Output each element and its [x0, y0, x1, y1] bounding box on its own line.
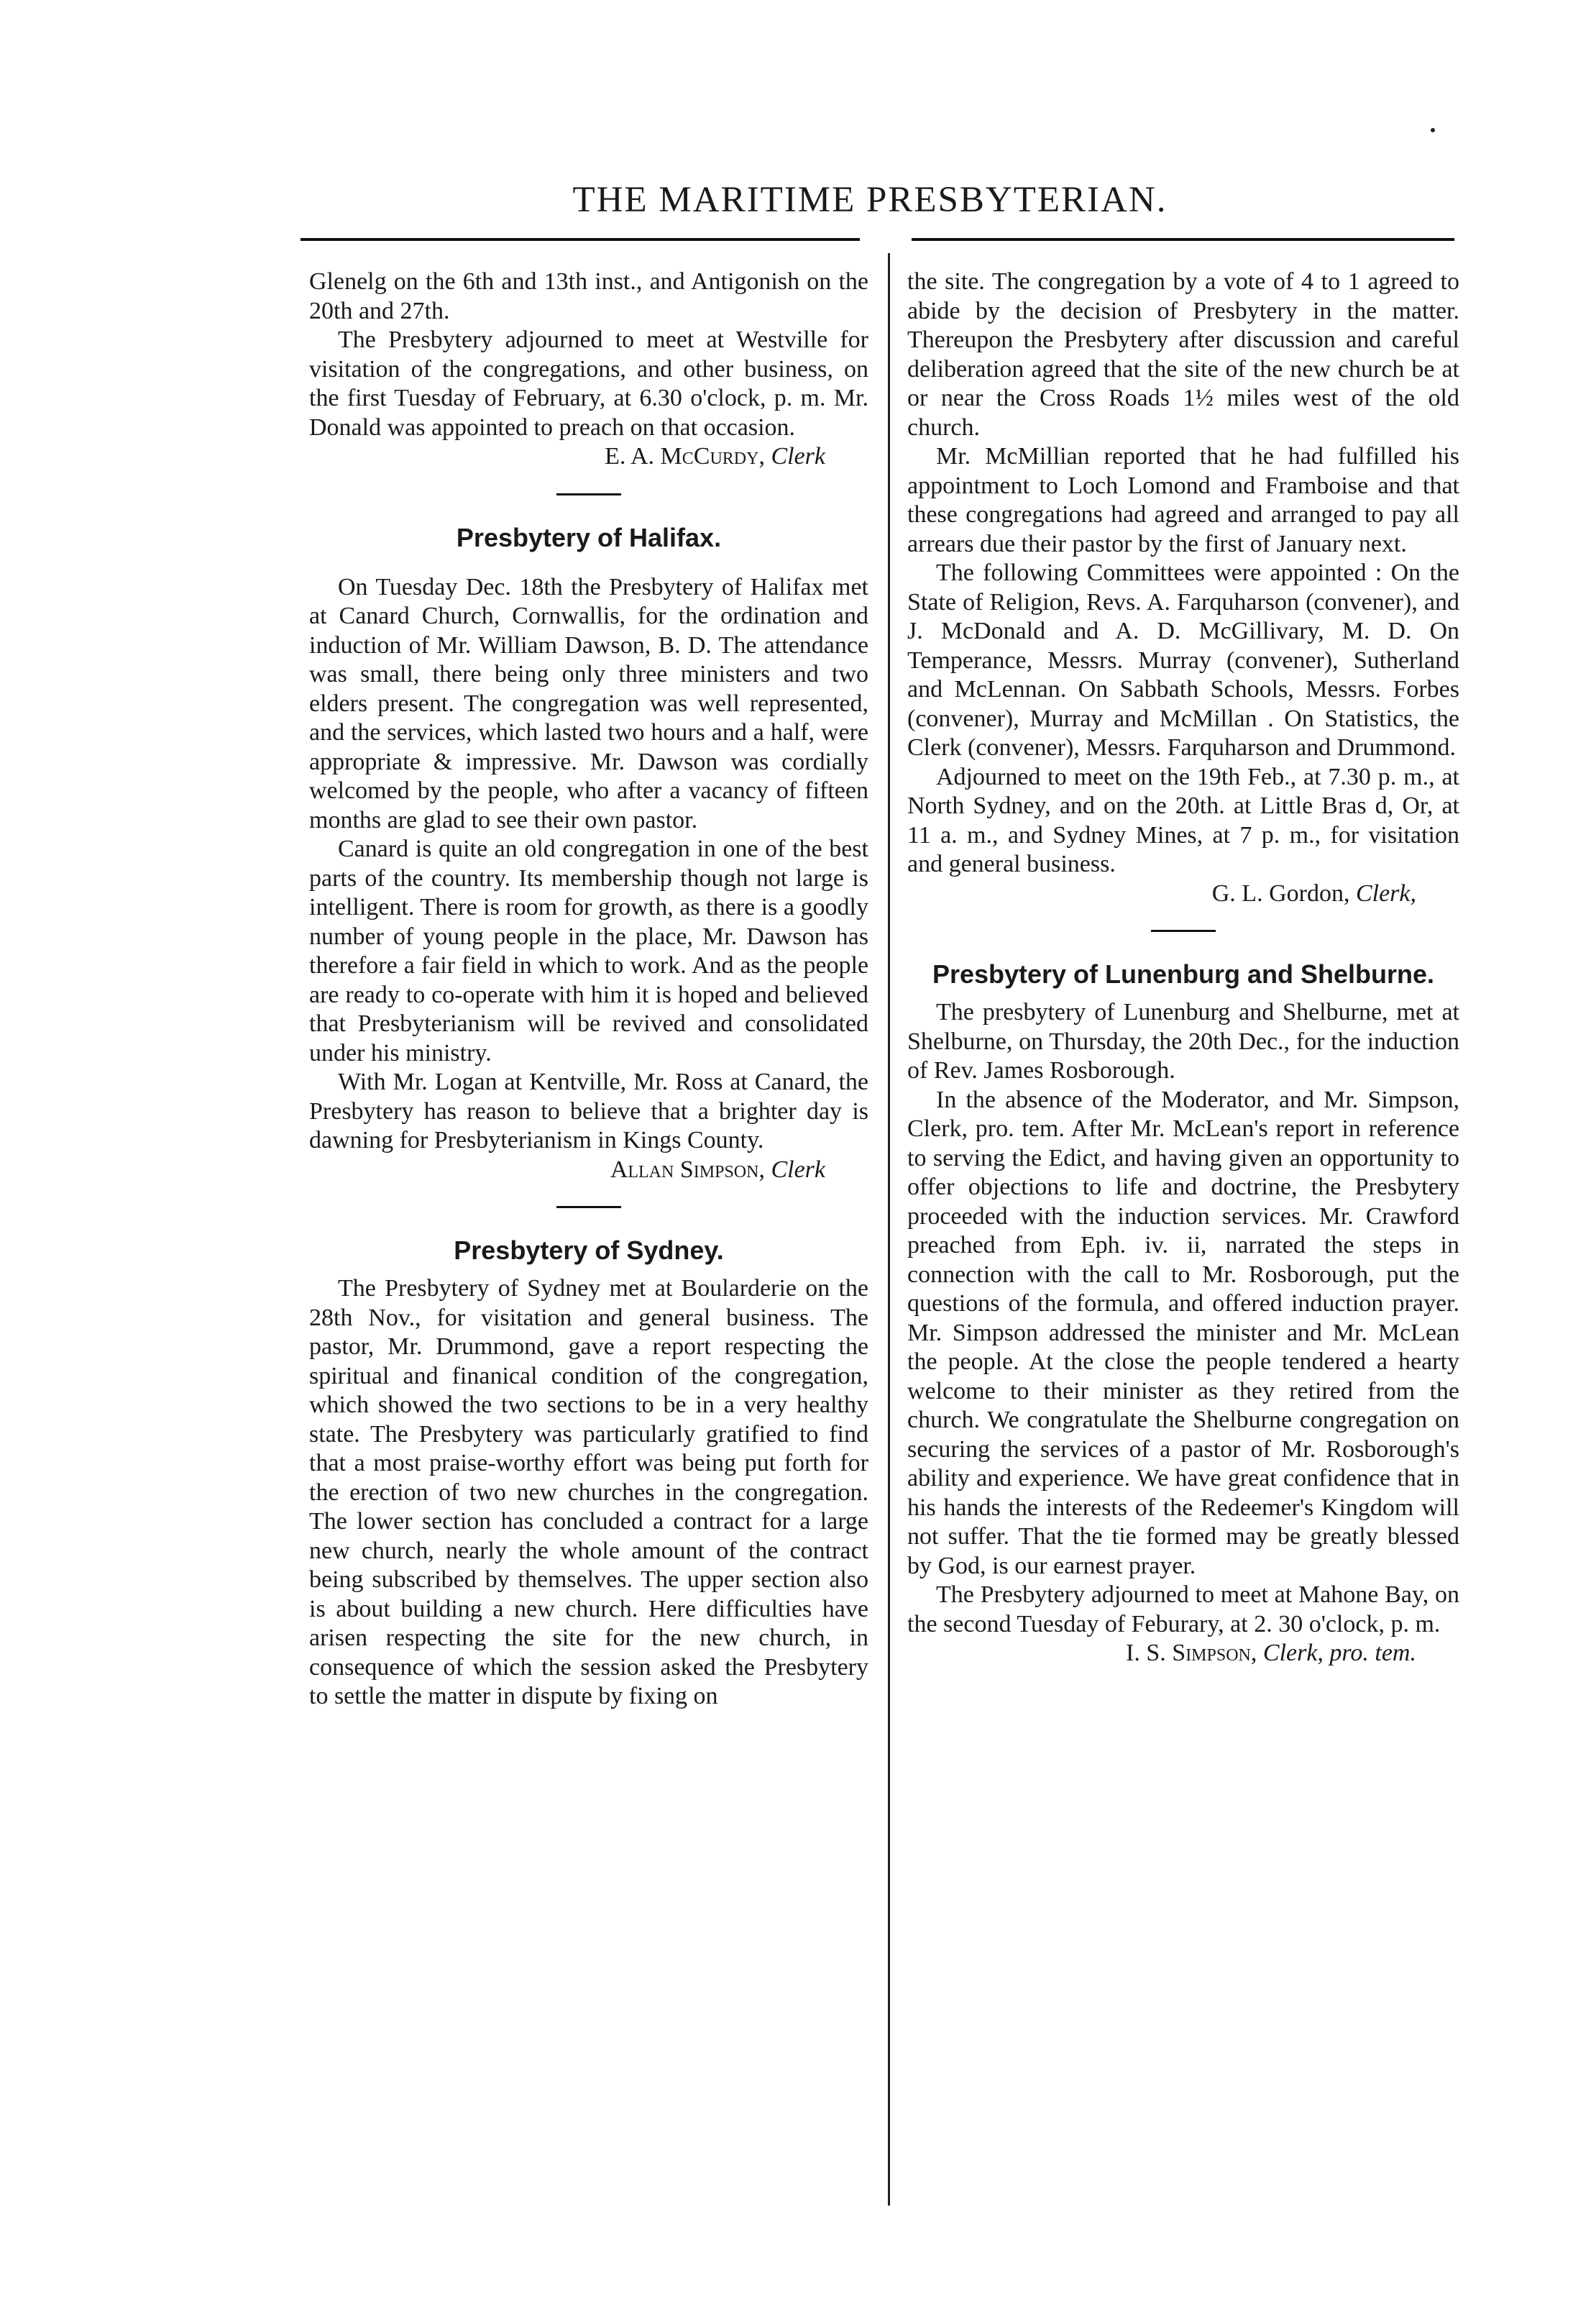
- signature-name: E. A. McCurdy,: [605, 443, 765, 470]
- page-title: THE MARITIME PRESBYTERIAN.: [572, 180, 1168, 220]
- paragraph: The Presbytery adjourned to meet at Mahone Bay, on the second Tuesday of Feburary, at 2. 30 o'clock, p. m.: [907, 1581, 1459, 1637]
- right-column: [907, 268, 1459, 2209]
- paragraph: The Presbytery of Sydney met at Boularderie on the 28th Nov., for visitation and general business. The pastor, Mr. Drummond, gave a report respecting the spiritual and finanical condition of the congregation, which showed the two sections to be in a very healthy state. The Presbytery was particularly gratified to find that a most praise-worthy effort was being put forth for the erection of two new churches in the congregation. The lower section has concluded a contract for a large new church, nearly the whole amount of the contract being subscribed by themselves. The upper section also is about building a new church. Here difficulties have arisen respecting the site for the new church, in consequence of which the session asked the Presbytery to settle the matter in dispute by fixing on: [309, 1275, 868, 1709]
- paragraph: the site. The congregation by a vote of 4 to 1 agreed to abide by the decision of Presbytery in the matter. Thereupon the Presbytery after discussion and careful deliberation agreed that the site of the new church be at or near the Cross Roads 1½ miles west of the old church.: [907, 268, 1459, 441]
- section-heading-sydney: Presbytery of Sydney.: [454, 1235, 724, 1265]
- signature-name: G. L. Gordon,: [1211, 879, 1350, 907]
- signature: [907, 879, 1459, 909]
- left-column: [309, 268, 868, 2209]
- signature-role: Clerk,: [1355, 879, 1416, 907]
- signature-role: Clerk: [771, 1156, 825, 1183]
- signature: [907, 1639, 1459, 1668]
- paragraph: Adjourned to meet on the 19th Feb., at 7.30 p. m., at North Sydney, and on the 20th. at Little Bras d, Or, at 11 a. m., and Sydney Mines, at 7 p. m., for visitation and general business.: [907, 763, 1459, 877]
- section-divider: [1151, 930, 1216, 932]
- paragraph: Glenelg on the 6th and 13th inst., and Antigonish on the 20th and 27th.: [309, 268, 868, 324]
- paragraph: Canard is quite an old congregation in one of the best parts of the country. Its membership though not large is intelligent. There is room for growth, as there is a goodly number of young people in the place, Mr. Dawson has therefore a fair field in which to work. And as the people are ready to co-operate with him it is hoped and believed that Presbyterianism will be revived and consolidated under his ministry.: [309, 836, 868, 1066]
- section-divider: [556, 1206, 621, 1208]
- paragraph: Mr. McMillian reported that he had fulfilled his appointment to Loch Lomond and Framboise and that these congregations had agreed and arranged to pay all arrears due their pastor by the first of January next.: [907, 443, 1459, 557]
- section-heading-lunenburg: Presbytery of Lunenburg and Shelburne.: [932, 959, 1435, 989]
- signature: [309, 1156, 868, 1185]
- paragraph: With Mr. Logan at Kentville, Mr. Ross at Canard, the Presbytery has reason to believe that a brighter day is dawning for Presbyterianism in Kings County.: [309, 1069, 868, 1153]
- header-rule-left: [301, 238, 860, 241]
- signature-name: Allan Simpson,: [610, 1156, 765, 1183]
- column-divider: [888, 253, 890, 2206]
- signature-role: Clerk: [771, 443, 825, 470]
- print-speck: [1431, 128, 1435, 132]
- section-heading-halifax: Presbytery of Halifax.: [456, 522, 722, 552]
- signature: [309, 442, 868, 472]
- header-rule-right: [912, 238, 1454, 241]
- paragraph: The presbytery of Lunenburg and Shelburne, met at Shelburne, on Thursday, the 20th Dec., for the induction of Rev. James Rosborough.: [907, 999, 1459, 1084]
- signature-name: I. S. Simpson,: [1126, 1640, 1257, 1666]
- paragraph: In the absence of the Moderator, and Mr. Simpson, Clerk, pro. tem. After Mr. McLean's report in reference to serving the Edict, and having given an opportunity to offer objections to life and doctrine, the Presbytery proceeded with the induction services. Mr. Crawford preached from Eph. iv. ii, narrated the steps in connection with the call to Mr. Rosborough, put the questions of the formula, and offered induction prayer. Mr. Simpson addressed the minister and Mr. McLean the people. At the close the people tendered a hearty welcome to their minister as they retired from the church. We congratulate the Shelburne congregation on securing the services of a pastor of Mr. Rosborough's ability and experience. We have great confidence that in his hands the interests of the Redeemer's Kingdom will not suffer. That the tie formed may be greatly blessed by God, is our earnest prayer.: [907, 1086, 1459, 1579]
- paragraph: The Presbytery adjourned to meet at Westville for visitation of the congregations, and other business, on the first Tuesday of February, at 6.30 o'clock, p. m. Mr. Donald was appointed to preach on that occasion.: [309, 326, 868, 441]
- paragraph: On Tuesday Dec. 18th the Presbytery of Halifax met at Canard Church, Cornwallis, for the ordination and induction of Mr. William Dawson, B. D. The attendance was small, there being only three ministers and two elders present. The congregation was well represented, and the services, which lasted two hours and a half, were appropriate & impressive. Mr. Dawson was cordially welcomed by the people, who after a vacancy of fifteen months are glad to see their own pastor.: [309, 573, 868, 833]
- paragraph: The following Committees were appointed : On the State of Religion, Revs. A. Farquharson (convener), and J. McDonald and A. D. McGillivary, M. D. On Temperance, Messrs. Murray (convener), Sutherland and McLennan. On Sabbath Schools, Messrs. Forbes (convener), Murray and McMillan . On Statistics, the Clerk (convener), Messrs. Farquharson and Drummond.: [907, 559, 1459, 761]
- signature-role: Clerk, pro. tem.: [1262, 1640, 1416, 1666]
- section-divider: [556, 493, 621, 495]
